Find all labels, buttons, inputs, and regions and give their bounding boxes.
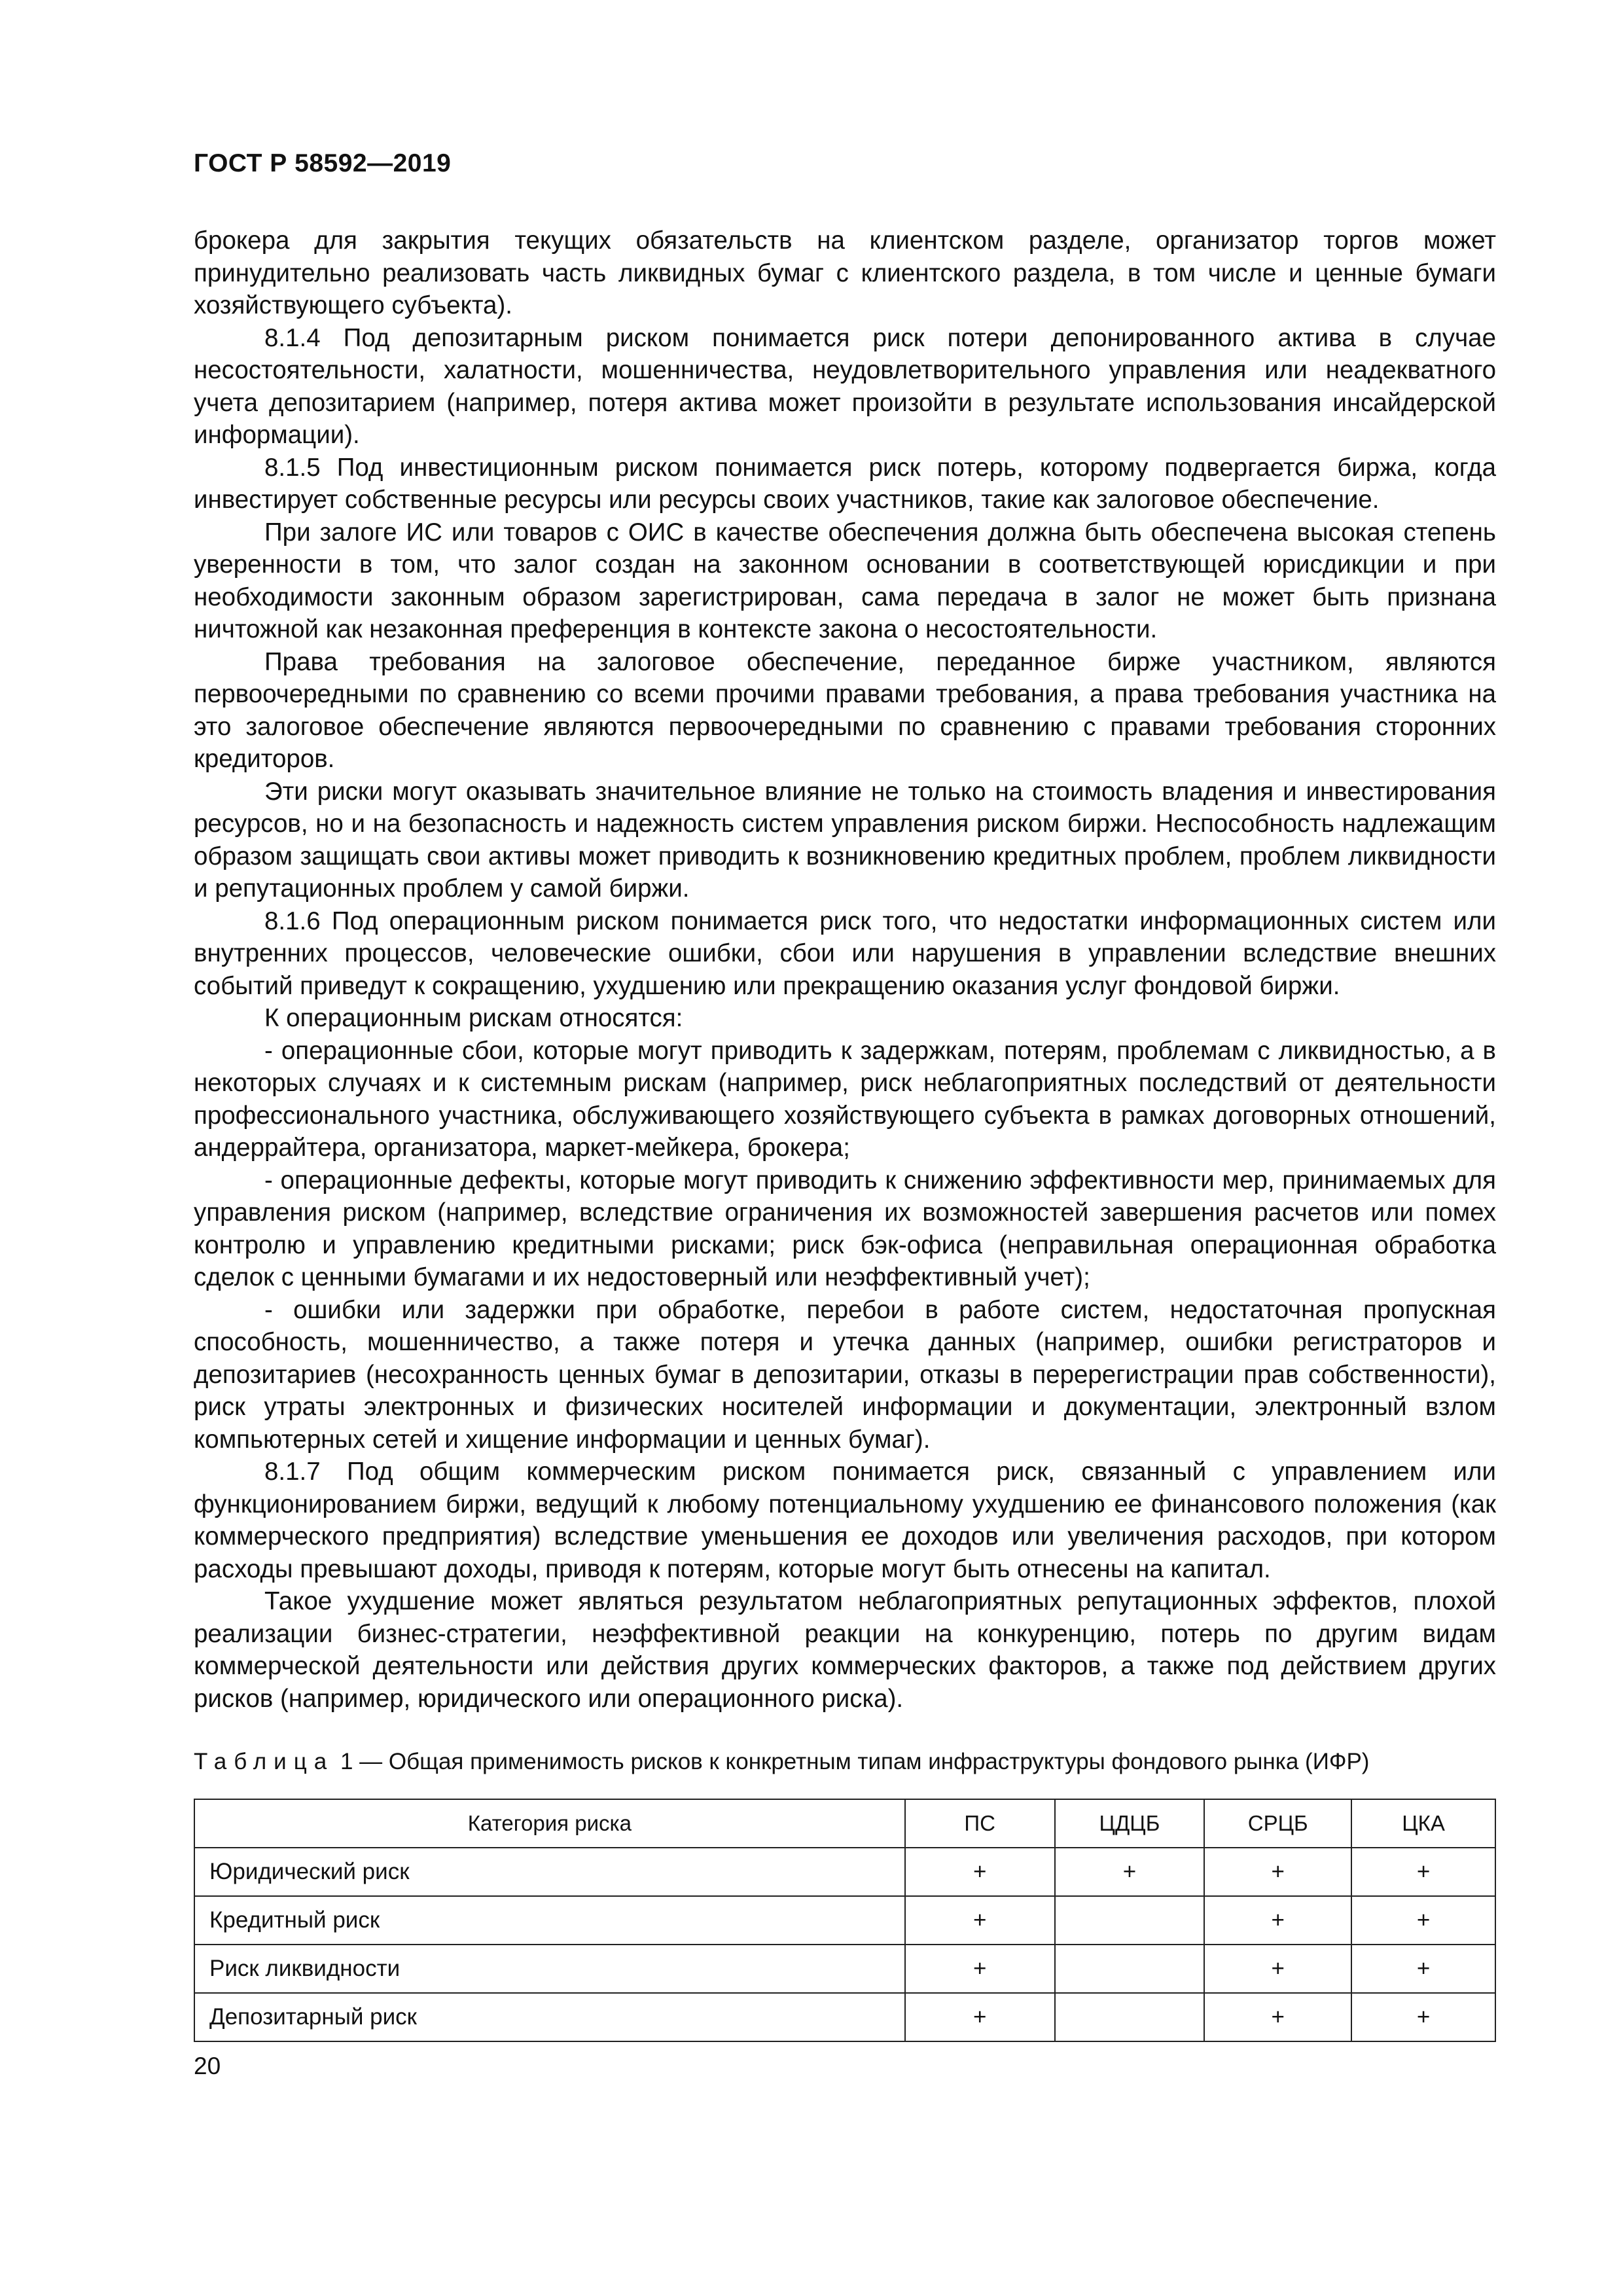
table-row [194, 1848, 1495, 1896]
table-caption-lead: Таблица [194, 1749, 334, 1774]
table-cell: + [1351, 1848, 1495, 1896]
table-cell: + [905, 1848, 1055, 1896]
page-number: 20 [194, 2053, 221, 2079]
table-cell: Депозитарный риск [194, 1993, 905, 2041]
column-header: Категория риска [194, 1799, 905, 1848]
table-cell: + [1204, 1993, 1351, 2041]
table-cell: + [1055, 1848, 1205, 1896]
table-cell: + [1204, 1896, 1351, 1945]
column-header: ЦКА [1351, 1799, 1495, 1848]
table-cell: + [905, 1993, 1055, 2041]
body-text [194, 224, 1496, 1715]
table-cell: + [905, 1896, 1055, 1945]
paragraph: Права требования на залоговое обеспечение, переданное бирже участником, являются первоочередными по сравнению со всеми прочими правами требования, а права требования участника на это залоговое обеспечение являются первоочередными по сравнению с правами требования сторонних кредиторов. [194, 647, 1496, 773]
paragraph: К операционным рискам относятся: [264, 1004, 683, 1032]
table-caption-text: 1 — Общая применимость рисков к конкретным типам инфраструктуры фондового рынка (ИФР) [340, 1749, 1370, 1774]
document-header: ГОСТ Р 58592—2019 [194, 149, 452, 177]
paragraph: 8.1.6 Под операционным риском понимается риск того, что недостатки информационных систем или внутренних процессов, человеческие ошибки, сбои или нарушения в управлении вследствие внешних событий приведут к сокращению, ухудшению или прекращению оказания услуг фондовой биржи. [194, 906, 1496, 1000]
table-cell [1055, 1896, 1205, 1945]
table-row [194, 1993, 1495, 2041]
paragraph: Такое ухудшение может являться результатом неблагоприятных репутационных эффектов, плохой реализации бизнес-стратегии, неэффективной реакции на конкуренцию, потерь по другим видам коммерческой деятельности или действия других коммерческих факторов, а также под действием других рисков (например, юридического или операционного риска). [194, 1587, 1496, 1713]
table-header-row [194, 1799, 1495, 1848]
paragraph: 8.1.5 Под инвестиционным риском понимается риск потерь, которому подвергается биржа, когда инвестирует собственные ресурсы или ресурсы своих участников, такие как залоговое обеспечение. [194, 453, 1496, 514]
table-cell: Юридический риск [194, 1848, 905, 1896]
paragraph: При залоге ИС или товаров с ОИС в качестве обеспечения должна быть обеспечена высокая степень уверенности в том, что залог создан на законном основании в соответствующей юрисдикции и при необходимости законным образом зарегистрирован, сама передача в залог не может быть признана ничтожной как незаконная преференция в контексте закона о несостоятельности. [194, 518, 1496, 643]
paragraph: 8.1.7 Под общим коммерческим риском понимается риск, связанный с управлением или функционированием биржи, ведущий к любому потенциальному ухудшению ее финансового положения (как коммерческого предприятия) вследствие уменьшения ее доходов или увеличения расходов, при котором расходы превышают доходы, приводя к потерям, которые могут быть отнесены на капитал. [194, 1458, 1496, 1583]
table-cell [1055, 1993, 1205, 2041]
table-cell: + [1351, 1993, 1495, 2041]
table-cell: Риск ликвидности [194, 1945, 905, 1993]
column-header: ПС [905, 1799, 1055, 1848]
table-cell: + [1204, 1848, 1351, 1896]
paragraph: Эти риски могут оказывать значительное влияние не только на стоимость владения и инвестирования ресурсов, но и на безопасность и надежность систем управления риском биржи. Неспособность надлежащим образом защищать свои активы может приводить к возникновению кредитных проблем, проблем ликвидности и репутационных проблем у самой биржи. [194, 777, 1496, 903]
risk-applicability-table [194, 1799, 1496, 2042]
list-item: - ошибки или задержки при обработке, перебои в работе систем, недостаточная пропускная способность, мошенничество, а также потеря и утечка данных (например, ошибки регистраторов и депозитариев (несохранность ценных бумаг в депозитарии, отказы в перерегистрации прав собственности), риск утраты электронных и физических носителей информации и документации, электронный взлом компьютерных сетей и хищение информации и ценных бумаг). [194, 1295, 1496, 1454]
column-header: СРЦБ [1204, 1799, 1351, 1848]
table-row [194, 1896, 1495, 1945]
list-item: - операционные дефекты, которые могут приводить к снижению эффективности мер, принимаемых для управления риском (например, вследствие ограничения их возможностей завершения расчетов или помех контролю и управлению кредитными рисками; риск бэк-офиса (неправильная операционная обработка сделок с ценными бумагами и их недостоверный или неэффективный учет); [194, 1166, 1496, 1291]
column-header: ЦДЦБ [1055, 1799, 1205, 1848]
table-cell: + [1204, 1945, 1351, 1993]
paragraph: брокера для закрытия текущих обязательств на клиентском разделе, организатор торгов может принудительно реализовать часть ликвидных бумаг с клиентского раздела, в том числе и ценные бумаги хозяйствующего субъекта). [194, 226, 1496, 319]
table-caption [194, 1749, 1369, 1775]
list-item: - операционные сбои, которые могут приводить к задержкам, потерям, проблемам с ликвидностью, а в некоторых случаях и к системным рискам (например, риск неблагоприятных последствий от деятельности профессионального участника, обслуживающего хозяйствующего субъекта в рамках договорных отношений, андеррайтера, организатора, маркет-мейкера, брокера; [194, 1036, 1496, 1162]
table-cell: + [1351, 1945, 1495, 1993]
table-cell [1055, 1945, 1205, 1993]
table-cell: + [905, 1945, 1055, 1993]
table-cell: Кредитный риск [194, 1896, 905, 1945]
paragraph: 8.1.4 Под депозитарным риском понимается риск потери депонированного актива в случае несостоятельности, халатности, мошенничества, неудовлетворительного управления или неадекватного учета депозитарием (например, потеря актива может произойти в результате использования инсайдерской информации). [194, 323, 1496, 449]
table-row [194, 1945, 1495, 1993]
table-cell: + [1351, 1896, 1495, 1945]
